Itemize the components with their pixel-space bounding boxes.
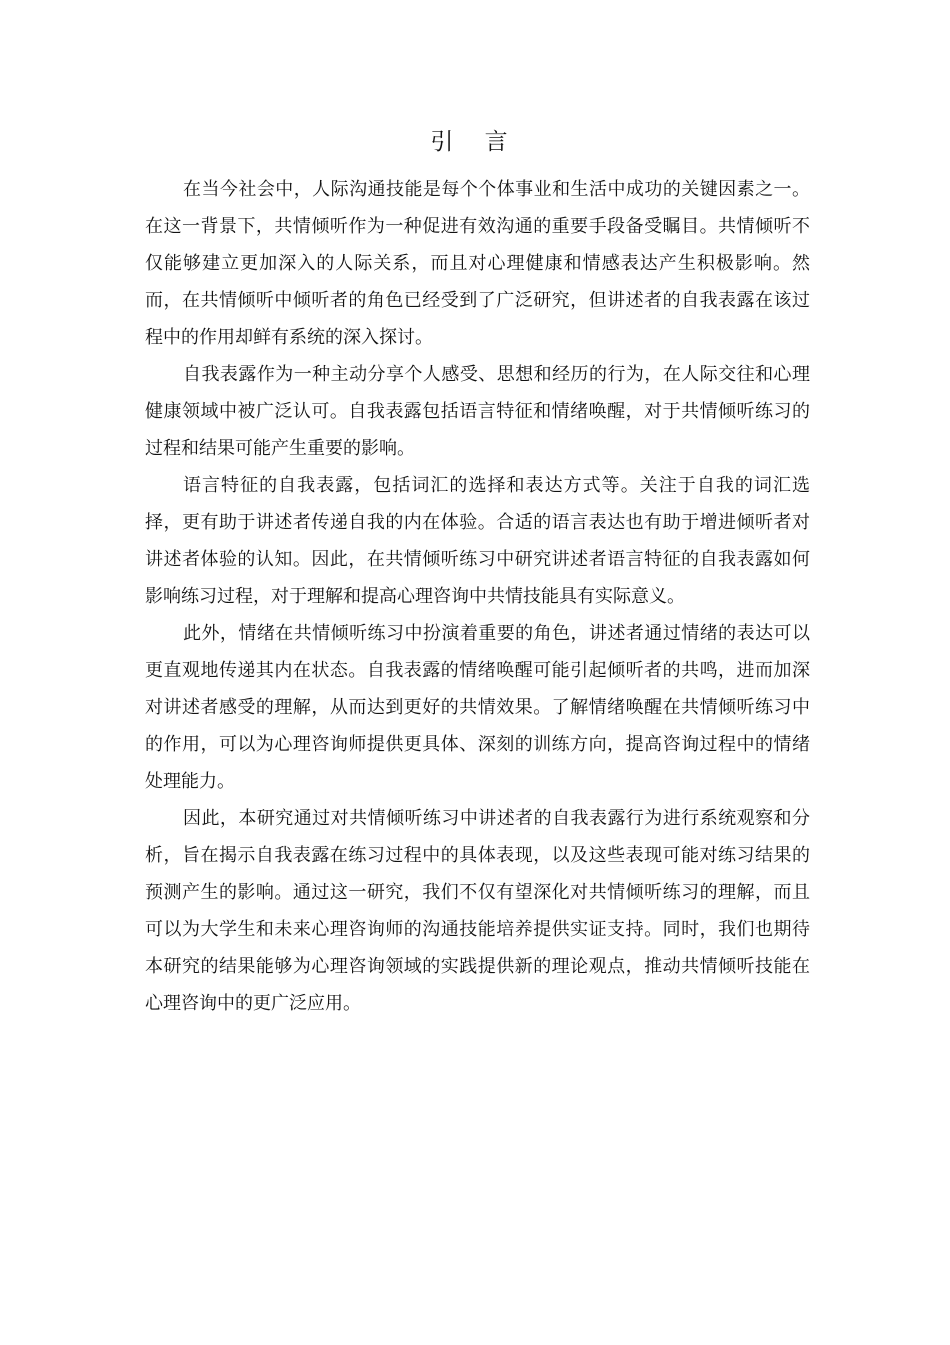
paragraph-5: 因此，本研究通过对共情倾听练习中讲述者的自我表露行为进行系统观察和分析，旨在揭示自我表露在练习过程中的具体表现，以及这些表现可能对练习结果的预测产生的影响。通过这一研究，我们不仅有望深化对共情倾听练习的理解，而且可以为大学生和未来心理咨询师的沟通技能培养提供实证支持。同时，我们也期待本研究的结果能够为心理咨询领域的实践提供新的理论观点，推动共情倾听技能在心理咨询中的更广泛应用。 [145,808,810,1014]
paragraph-1: 在当今社会中，人际沟通技能是每个个体事业和生活中成功的关键因素之一。在这一背景下，共情倾听作为一种促进有效沟通的重要手段备受瞩目。共情倾听不仅能够建立更加深入的人际关系，而且对心理健康和情感表达产生积极影响。然而，在共情倾听中倾听者的角色已经受到了广泛研究，但讲述者的自我表露在该过程中的作用却鲜有系统的深入探讨。 [145,179,810,348]
paragraph-4: 此外，情绪在共情倾听练习中扮演着重要的角色，讲述者通过情绪的表达可以更直观地传递其内在状态。自我表露的情绪唤醒可能引起倾听者的共鸣，进而加深对讲述者感受的理解，从而达到更好的共情效果。了解情绪唤醒在共情倾听练习中的作用，可以为心理咨询师提供更具体、深刻的训练方向，提高咨询过程中的情绪处理能力。 [145,623,810,792]
paragraph-3: 语言特征的自我表露，包括词汇的选择和表达方式等。关注于自我的词汇选择，更有助于讲述者传递自我的内在体验。合适的语言表达也有助于增进倾听者对讲述者体验的认知。因此，在共情倾听练习中研究讲述者语言特征的自我表露如何影响练习过程，对于理解和提高心理咨询中共情技能具有实际意义。 [145,475,810,607]
paragraph-2: 自我表露作为一种主动分享个人感受、思想和经历的行为，在人际交往和心理健康领域中被广泛认可。自我表露包括语言特征和情绪唤醒，对于共情倾听练习的过程和结果可能产生重要的影响。 [145,364,810,459]
page-title: 引 言 [430,129,520,155]
document-body [145,171,810,1022]
